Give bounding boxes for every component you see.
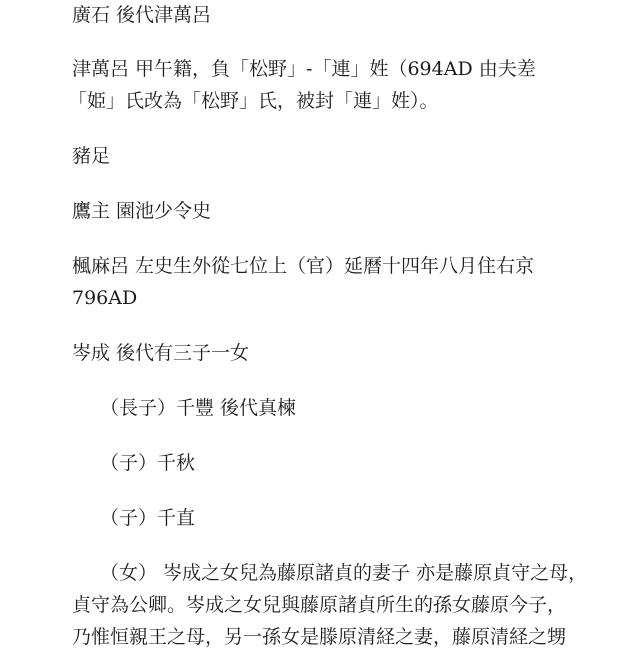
- text-line-eldest-son: （長子）千豐 後代真楝: [100, 397, 297, 419]
- text-line-son-chinao: （子）千直: [100, 507, 196, 529]
- text-line-kaedemaro-2: 796AD: [72, 287, 138, 309]
- text-line-takanushi: 鷹主 園池少令史: [72, 200, 212, 222]
- text-line-minenari: 岑成 後代有三子一女: [72, 342, 250, 364]
- text-line-inoashi: 豬足: [72, 145, 111, 167]
- text-line-kaedemaro-1: 楓麻呂 左史生外從七位上（官）延曆十四年八月住右京: [72, 255, 535, 277]
- text-line-daughter-1: （女） 岑成之女兒為藤原諸貞的妻子 亦是藤原貞守之母，: [100, 562, 588, 584]
- text-line-daughter-2: 貞守為公卿。岑成之女兒與藤原諸貞所生的孫女藤原今子，: [72, 594, 567, 616]
- text-line-son-chiaki: （子）千秋: [100, 452, 196, 474]
- text-line-hiroishi: 廣石 後代津萬呂: [72, 4, 212, 26]
- text-line-tsumaro-2: 「姫」氏改為「松野」氏，被封「連」姓）。: [68, 90, 439, 112]
- text-line-tsumaro-1: 津萬呂 甲午籍，負「松野」-「連」姓（694AD 由夫差: [72, 58, 536, 80]
- text-line-daughter-3: 乃惟恒親王之母，另一孫女是滕原清経之妻，藤原清経之甥: [72, 626, 567, 648]
